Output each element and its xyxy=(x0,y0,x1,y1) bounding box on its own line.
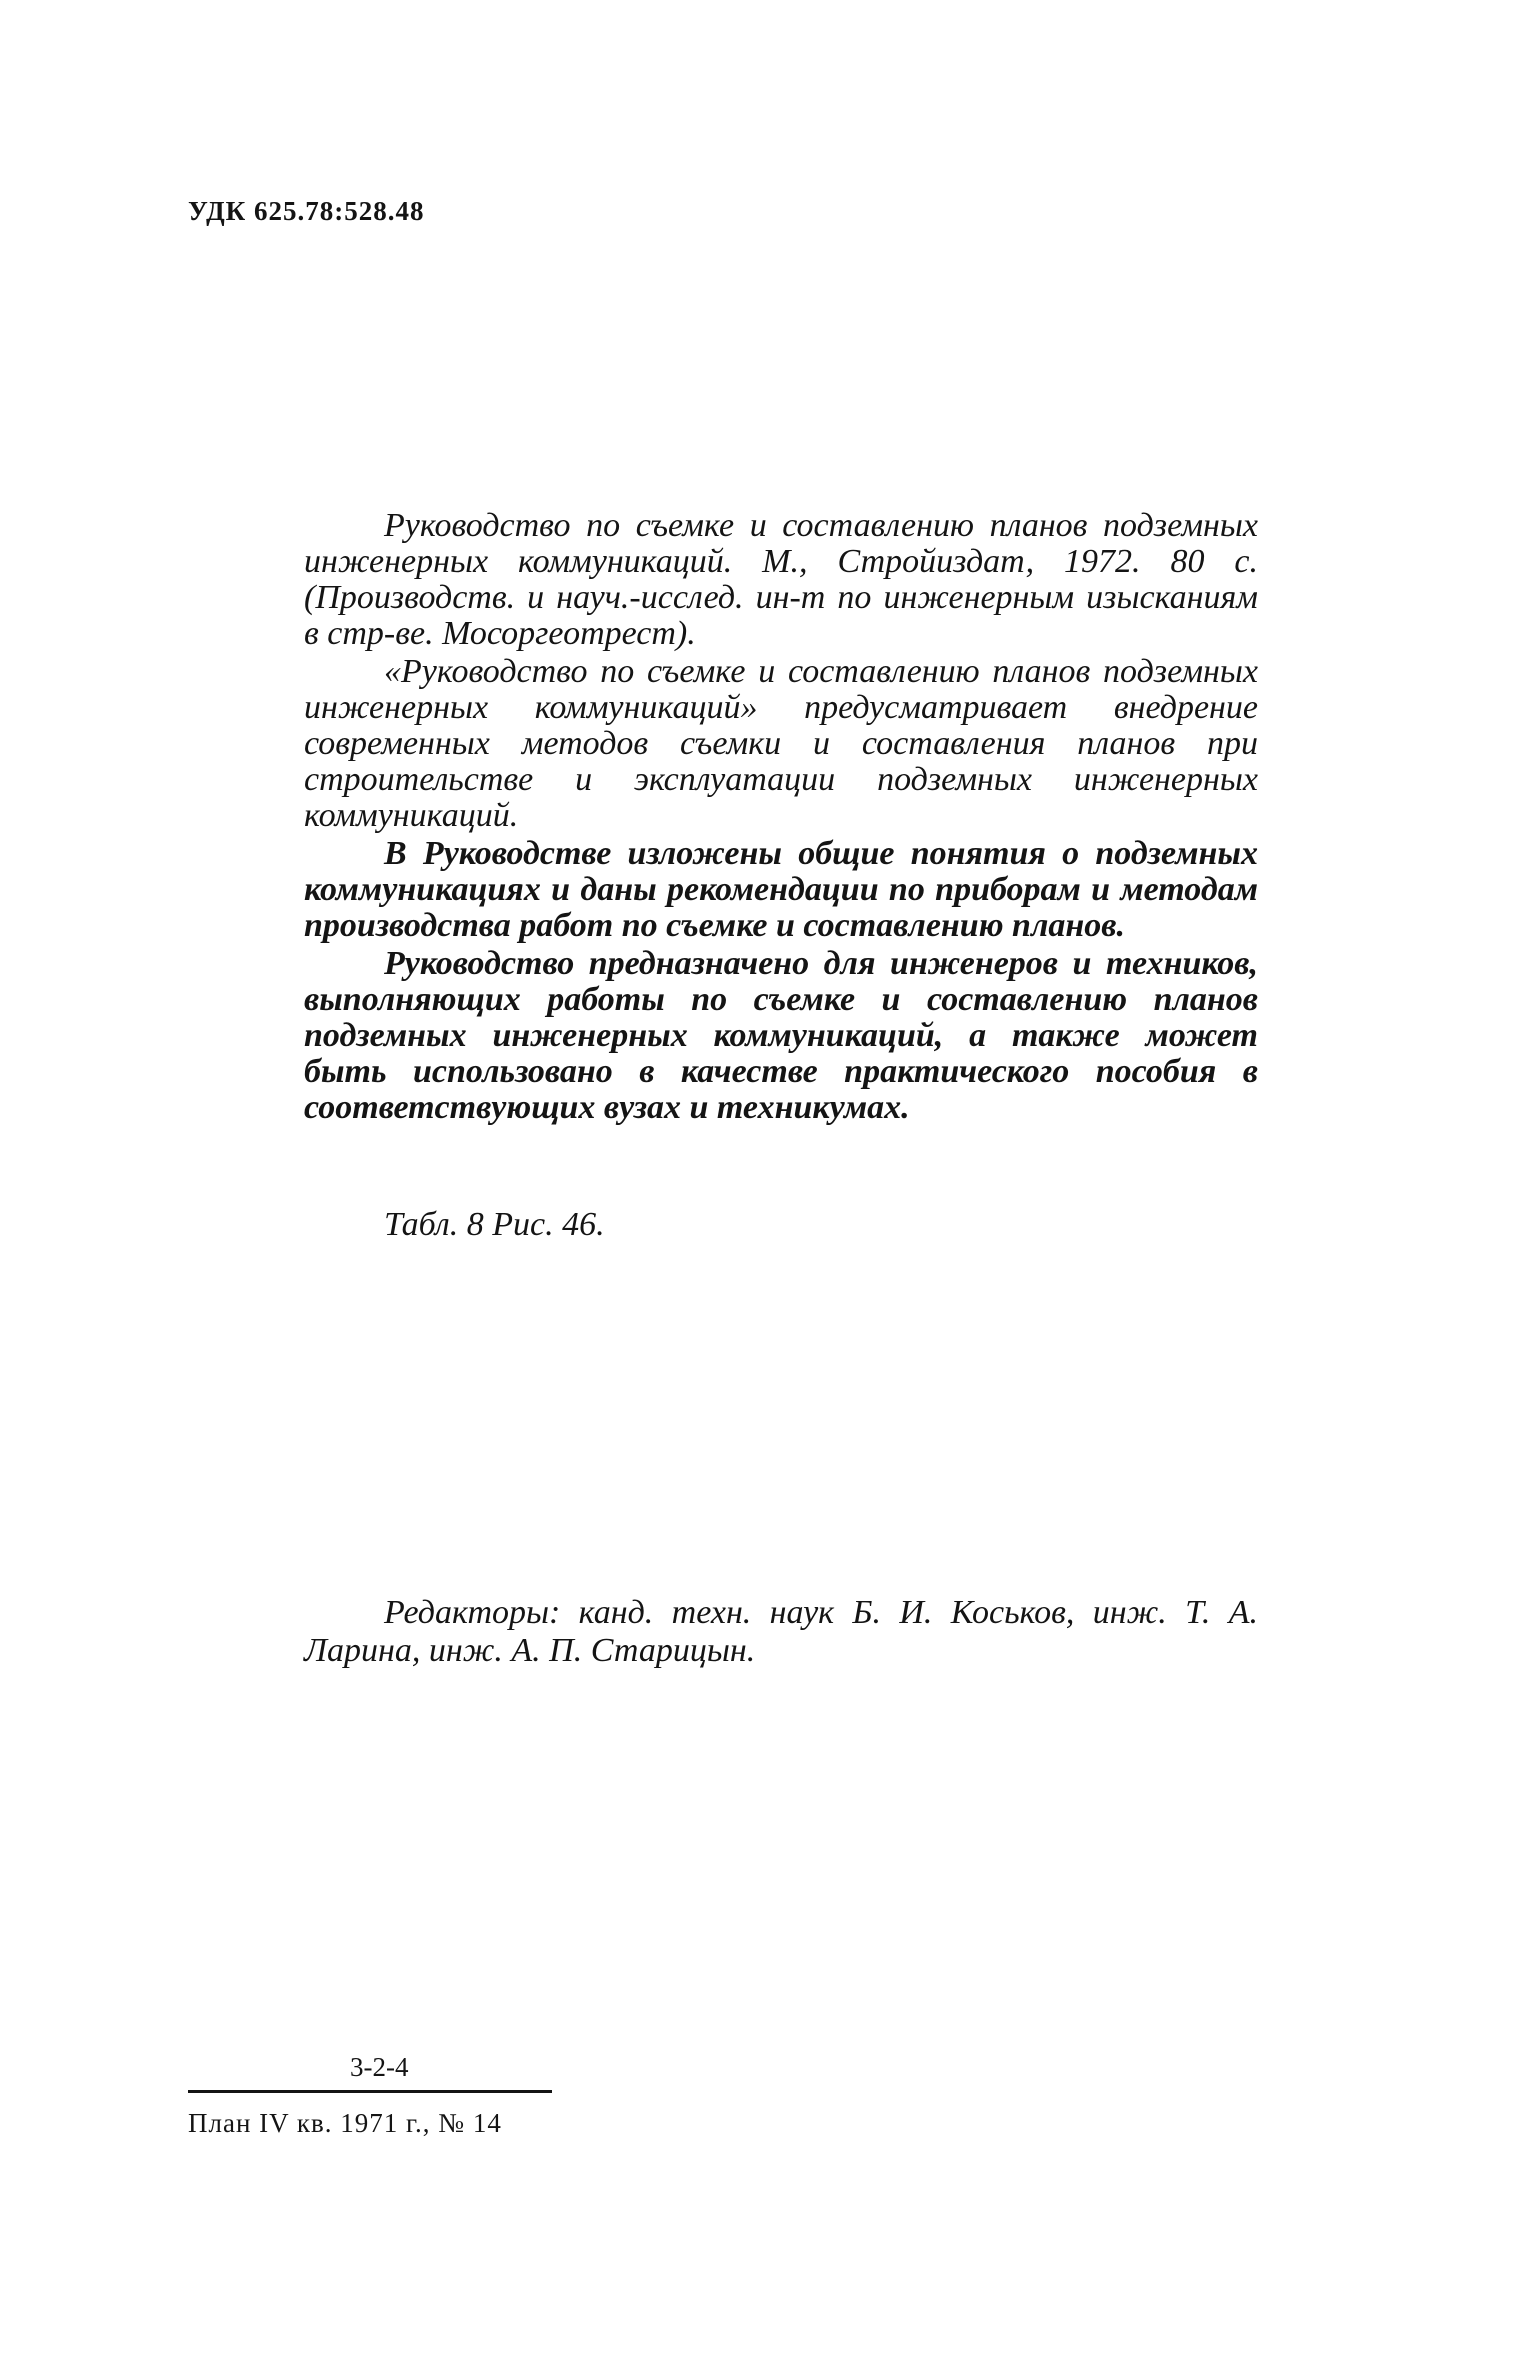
abstract-paragraph: «Руководство по съемке и составлению планов подземных инженерных коммуникаций» предусматривает внедрение современных методов съемки и составления планов при строительстве и эксплуатации подземных инженерных коммуникаций. xyxy=(304,653,1258,834)
publication-plan: План IV кв. 1971 г., № 14 xyxy=(188,2108,502,2138)
tables-figures-count: Табл. 8 Рис. 46. xyxy=(384,1206,605,1243)
abstract-paragraph: Руководство предназначено для инженеров и техников, выполняющих работы по съемке и составлению планов подземных инженерных коммуникаций, а также может быть использовано в качестве практического пособия в соответствующих вузах и техникумах. xyxy=(304,945,1258,1126)
abstract-block xyxy=(304,508,1258,1126)
divider xyxy=(188,2090,552,2093)
abstract-paragraph: В Руководстве изложены общие понятия о подземных коммуникациях и даны рекомендации по приборам и методам производства работ по съемке и составлению планов. xyxy=(304,835,1258,944)
editors-text: Редакторы: канд. техн. наук Б. И. Коськов, инж. Т. А. Ларина, инж. А. П. Старицын. xyxy=(304,1594,1258,1669)
udk-code: УДК 625.78:528.48 xyxy=(188,196,425,226)
bibliographic-description: Руководство по съемке и составлению планов подземных инженерных коммуникаций. М., Стройиздат, 1972. 80 с. (Производств. и науч.-исслед. ин-т по инженерным изысканиям в стр-ве. Мосоргеотрест). xyxy=(304,507,1258,652)
publication-code: 3-2-4 xyxy=(350,2052,409,2082)
editors-block xyxy=(304,1594,1258,1670)
